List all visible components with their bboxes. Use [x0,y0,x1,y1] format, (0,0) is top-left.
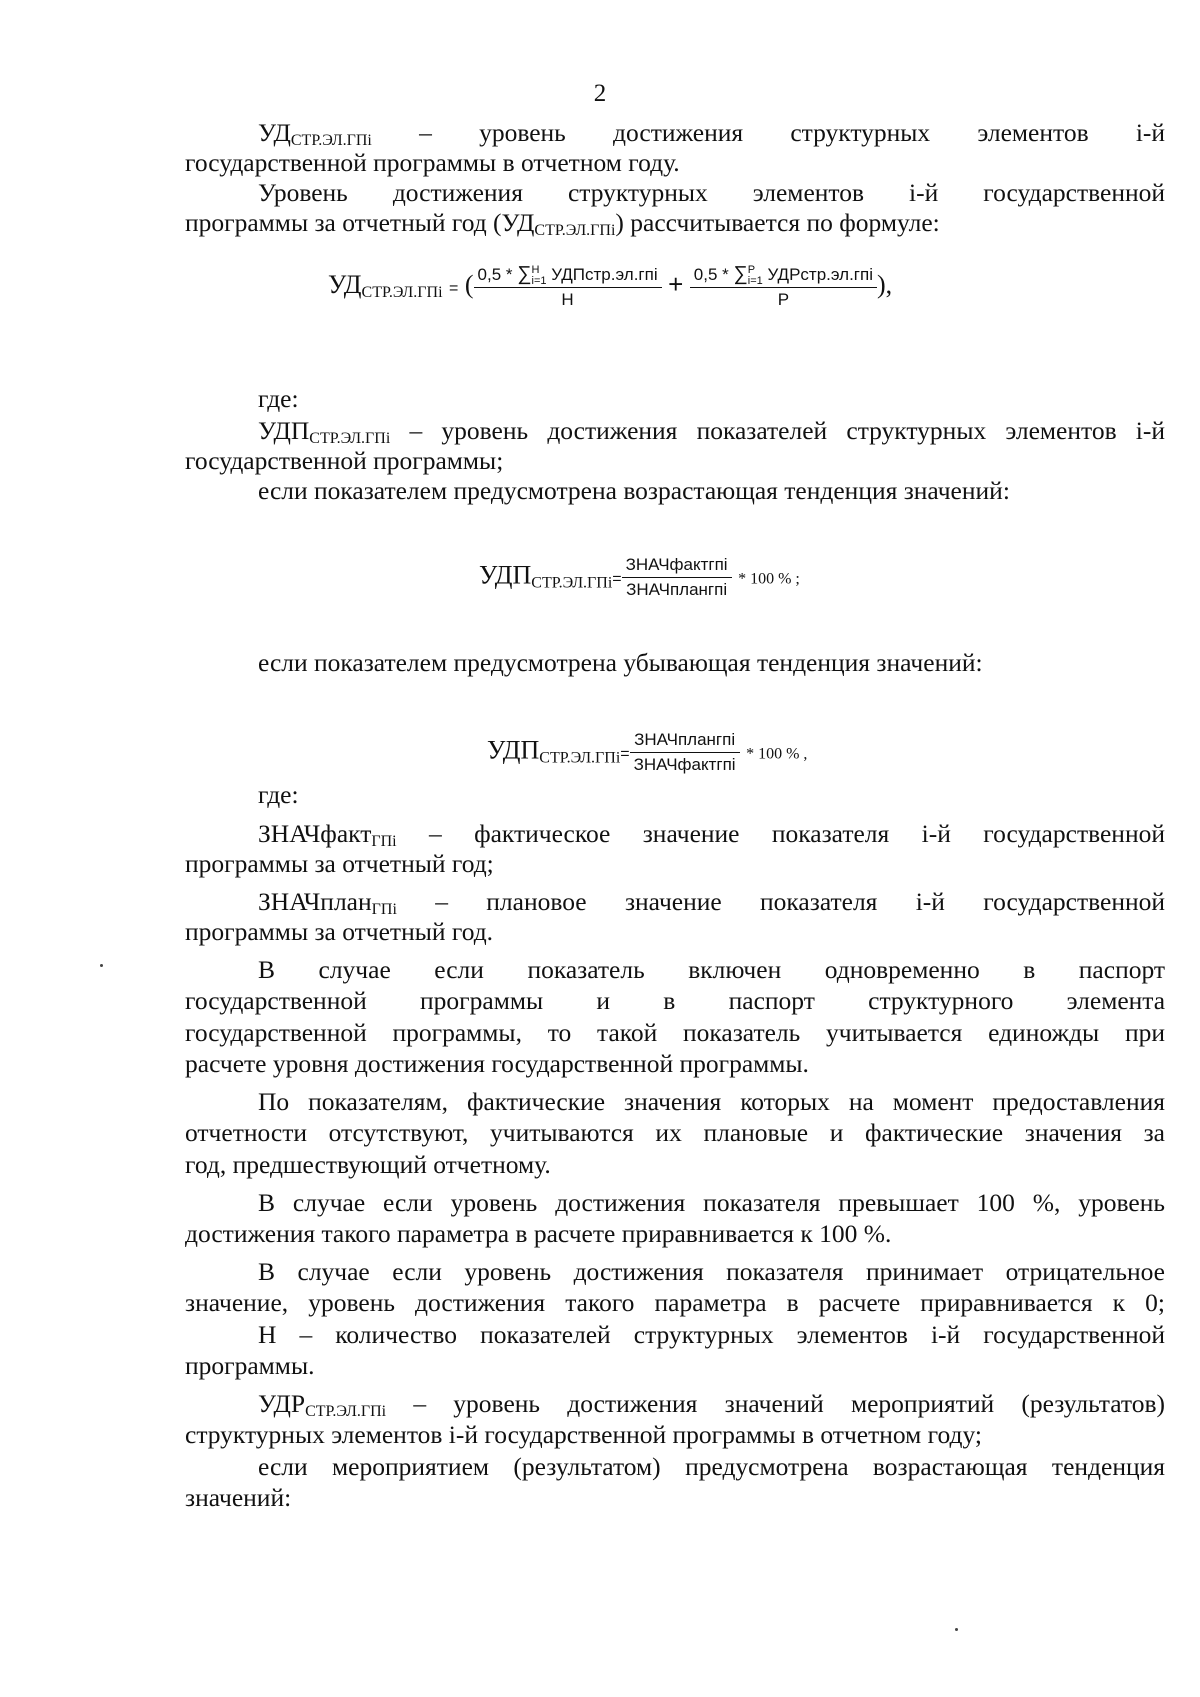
p9-line-1: По показателям, фактические значения которых на момент предоставления [258,1087,1165,1116]
p11-line-2: значение, уровень достижения такого параметра в расчете приравнивается к 0; [185,1288,1165,1317]
p1-line-1: $УД_{СТР.ЭЛ.ГПi}$ – уровень достижения структурных элементов i-й [258,118,1166,149]
p10-line-2: достижения такого параметра в расчете приравнивается к 100 %. [185,1219,892,1248]
p13-line-2: структурных элементов i-й государственной программы в отчетном году; [185,1420,982,1449]
p14-line-1: если мероприятием (результатом) предусмотрена возрастающая тенденция [258,1452,1165,1481]
p6-line-1: ЗНАЧфакт$_{ГПi}$ – фактическое значение показателя i-й государственной [258,819,1165,850]
p7-line-1: ЗНАЧплан$_{ГПi}$ – плановое значение показателя i-й государственной [258,887,1166,918]
scan-speck [955,1628,958,1631]
p8-line-2: государственной программы и в паспорт структурного элемента [185,986,1166,1015]
p8-line-3: государственной программы, то такой показатель учитывается единожды при [185,1018,1165,1047]
p8-line-4: расчете уровня достижения государственной программы. [185,1049,809,1078]
where-label-2: где: [258,780,299,809]
fraction-udr: 0,5 * ∑ P i=1 УДРстр.эл.гпi P [690,262,877,312]
p1-line-2: государственной программы в отчетном году. [185,148,680,177]
p11-line-1: В случае если уровень достижения показателя принимает отрицательное [258,1257,1165,1286]
p5-line: если показателем предусмотрена убывающая тенденция значений: [258,648,983,677]
fraction-plan-fact: $\frac{\text{ЗНАЧплангпi}}{\text{ЗНАЧфактгпi}}$ [630,728,740,777]
p12-line-2: программы. [185,1351,315,1380]
p8-line-1: В случае если показатель включен одновременно в паспорт [258,955,1166,984]
where-label-1: где: [258,384,299,413]
term-ud: $УД_{СТР.ЭЛ.ГПi}$ [258,118,372,149]
scan-speck [100,964,103,967]
fraction-udp: 0,5 * ∑ Н i=1 УДПстр.эл.гпi Н [474,262,662,312]
p2-line-1: Уровень достижения структурных элементов i-й государственной [258,178,1166,207]
p7-line-2: программы за отчетный год. [185,917,494,946]
fraction-fact-plan: $\frac{\text{ЗНАЧфактгпi}}{\text{ЗНАЧплангпi}}$ [622,553,732,602]
page-number: 2 [593,80,607,107]
formula-ud: $УД_{СТР.ЭЛ.ГПi}$ = ( 0,5 * ∑ Н i=1 УДПстр.эл.гпi Н + 0,5 * ∑ P i=1 УДРстр.эл.гпi P ), [328,262,892,312]
p12-line-1: Н – количество показателей структурных элементов i-й государственной [258,1320,1165,1349]
p3-line-2: государственной программы; [185,446,504,475]
p10-line-1: В случае если уровень достижения показателя превышает 100 %, уровень [258,1188,1165,1217]
p14-line-2: значений: [185,1483,292,1512]
p9-line-2: отчетности отсутствуют, учитываются их плановые и фактические значения за [185,1118,1165,1147]
p2-line-2: программы за отчетный год $(УД_{СТР.ЭЛ.ГПi})$ рассчитывается по формуле: [185,208,940,239]
p3-line-1: $УДП_{СТР.ЭЛ.ГПi}$ – уровень достижения показателей структурных элементов i-й [258,416,1166,447]
formula-udp-decreasing: $УДП_{СТР.ЭЛ.ГПi}=$ $\frac{\text{ЗНАЧплангпi}}{\text{ЗНАЧфактгпi}}$ * 100 % , [487,728,807,777]
p9-line-3: год, предшествующий отчетному. [185,1150,551,1179]
p4-line: если показателем предусмотрена возрастающая тенденция значений: [258,476,1010,505]
p6-line-2: программы за отчетный год; [185,849,494,878]
formula-udp-increasing: $УДП_{СТР.ЭЛ.ГПi}=$ $\frac{\text{ЗНАЧфактгпi}}{\text{ЗНАЧплангпi}}$ * 100 % ; [479,553,800,602]
p13-line-1: $УДР_{СТР.ЭЛ.ГПi}$ – уровень достижения значений мероприятий (результатов) [258,1389,1165,1420]
